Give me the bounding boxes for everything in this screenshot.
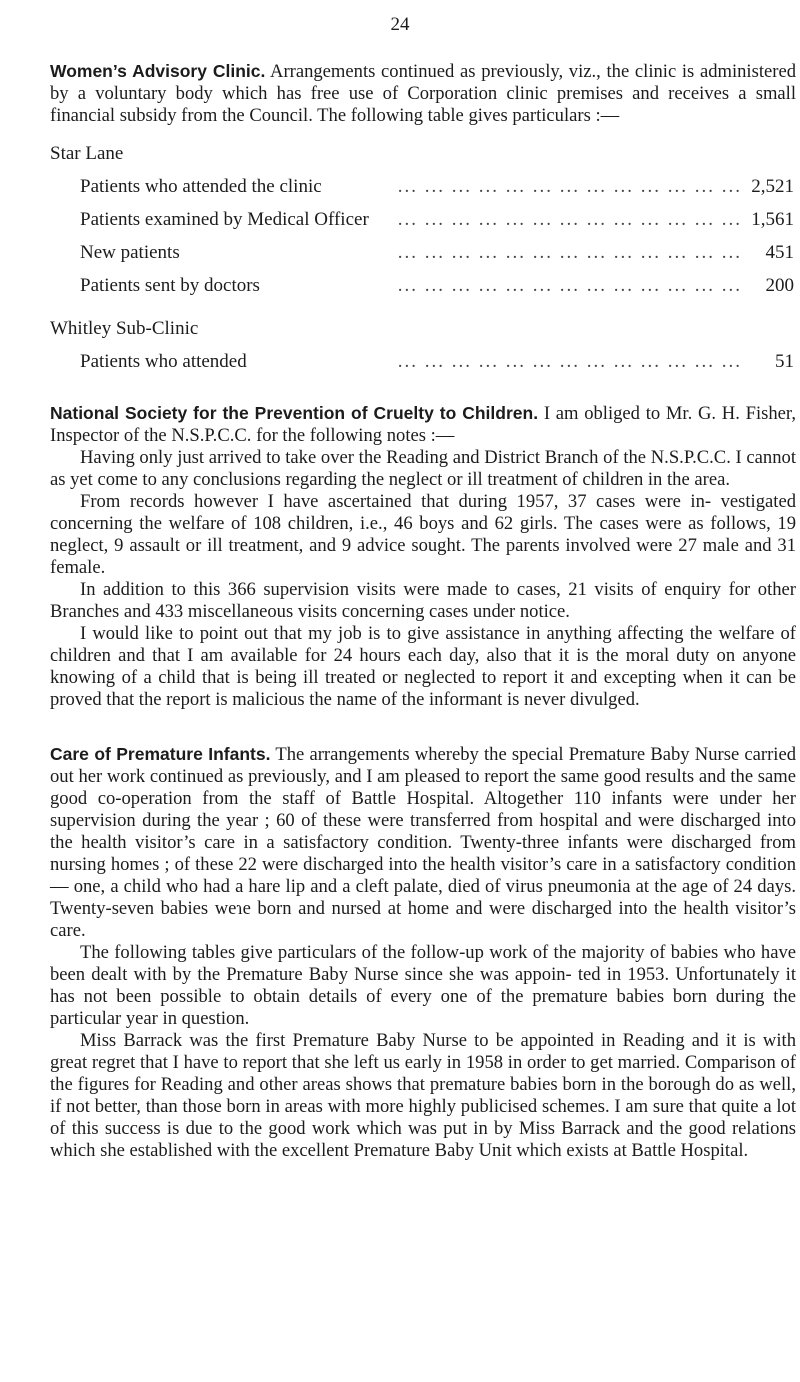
row-label: Patients sent by doctors <box>80 275 260 296</box>
table-row <box>80 203 796 236</box>
leader-dots: ... ... ... ... ... ... ... ... ... ... ... ... ... <box>397 351 742 372</box>
row-value: 1,561 <box>751 209 794 230</box>
leader-dots: ... ... ... ... ... ... ... ... ... ... ... ... ... <box>397 275 742 296</box>
leader-dots: ... ... ... ... ... ... ... ... ... ... ... ... ... <box>397 176 742 197</box>
womens-clinic-section <box>50 60 796 378</box>
nspcc-intro <box>50 402 796 447</box>
table-row <box>80 345 796 378</box>
star-lane-table <box>50 137 796 378</box>
leader-dots: ... ... ... ... ... ... ... ... ... ... ... ... ... <box>397 209 742 230</box>
row-value: 451 <box>765 242 794 263</box>
table-row <box>80 236 796 269</box>
table-row <box>80 170 796 203</box>
womens-clinic-intro <box>50 60 796 127</box>
row-label: Patients examined by Medical Officer <box>80 209 369 230</box>
section-heading: Women’s Advisory Clinic. <box>50 61 266 81</box>
premature-section <box>50 743 796 1162</box>
row-label: Patients who attended the clinic <box>80 176 322 197</box>
section-text: Arrangements continued as previously, viz., the clinic is administered by a voluntary body which has free use of Corporation clinic premises and receives a small financial subsidy from the Council. The following table gives particulars :— <box>50 61 796 126</box>
row-label: New patients <box>80 242 180 263</box>
section-heading: Care of Premature Infants. <box>50 744 271 764</box>
paragraph: Having only just arrived to take over the Reading and District Branch of the N.S.P.C.C. I cannot as yet come to any conclusions regarding the neglect or ill treatment of children in the area. <box>50 447 796 490</box>
page-number: 24 <box>390 14 410 35</box>
table-caption: Star Lane <box>50 143 124 164</box>
table-row <box>80 269 796 302</box>
row-label: Patients who attended <box>80 351 247 372</box>
paragraph: From records however I have ascertained that during 1957, 37 cases were in- vestigated concerning the welfare of 108 children, i.e., 46 boys and 62 girls. The cases were as follows, 19 neglect, 9 assault or ill treatment, and 9 advice sought. The parents involved were 27 male and 31 female. <box>50 491 796 578</box>
page-body <box>50 60 796 1162</box>
paragraph: Miss Barrack was the first Premature Baby Nurse to be appointed in Reading and it is with great regret that I have to report that she left us early in 1958 in order to get married. Comparison of the figures for Reading and other areas shows that premature babies born in the borough do as well, if not better, than those born in areas with more highly publicised schemes. I am sure that quite a lot of this success is due to the good work which was put in by Miss Barrack and the good relations which she established with the excellent Premature Baby Unit which exists at Battle Hospital. <box>50 1030 796 1161</box>
nspcc-section <box>50 402 796 711</box>
row-value: 51 <box>775 351 794 372</box>
paragraph: The following tables give particulars of the follow-up work of the majority of babies who have been dealt with by the Premature Baby Nurse since she was appoin- ted in 1953. Unfortunately it has not been possible to obtain details of every one of the premature babies born during the particular year in question. <box>50 942 796 1029</box>
section-heading: National Society for the Prevention of Cruelty to Children. <box>50 403 539 423</box>
section-text: The arrangements whereby the special Premature Baby Nurse carried out her work continued as previously, and I am pleased to report the same good results and the same good co-operation from the staff of Battle Hospital. Altogether 110 infants were under her supervision during the year ; 60 of these were transferred from hospital and were discharged into the health visitor’s care in a satisfactory condition. Twenty-three infants were discharged from nursing homes ; of these 22 were discharged into the health visitor’s care in a satisfactory condition— one, a child who had a hare lip and a cleft palate, died of virus pneumonia at the age of 24 days. Twenty-seven babies weɿe born and nursed at home and were discharged into the health visitor’s care. <box>50 744 797 941</box>
leader-dots: ... ... ... ... ... ... ... ... ... ... ... ... ... <box>397 242 742 263</box>
row-value: 200 <box>765 275 794 296</box>
paragraph: I would like to point out that my job is to give assistance in anything affecting the welfare of children and that I am available for 24 hours each day, also that it is the moral duty on anyone knowing of a child that is being ill treated or neglected to report it and excepting when it can be proved that the report is malicious the name of the informant is never divulged. <box>50 623 796 710</box>
row-value: 2,521 <box>751 176 794 197</box>
section-text: I am obliged to Mr. G. H. Fisher, Inspector of the N.S.P.C.C. for the following notes :— <box>50 403 796 446</box>
table-caption: Whitley Sub-Clinic <box>50 318 199 339</box>
premature-intro <box>50 743 796 942</box>
paragraph: In addition to this 366 supervision visits were made to cases, 21 visits of enquiry for other Branches and 433 miscellaneous visits concerning cases under notice. <box>50 579 796 622</box>
